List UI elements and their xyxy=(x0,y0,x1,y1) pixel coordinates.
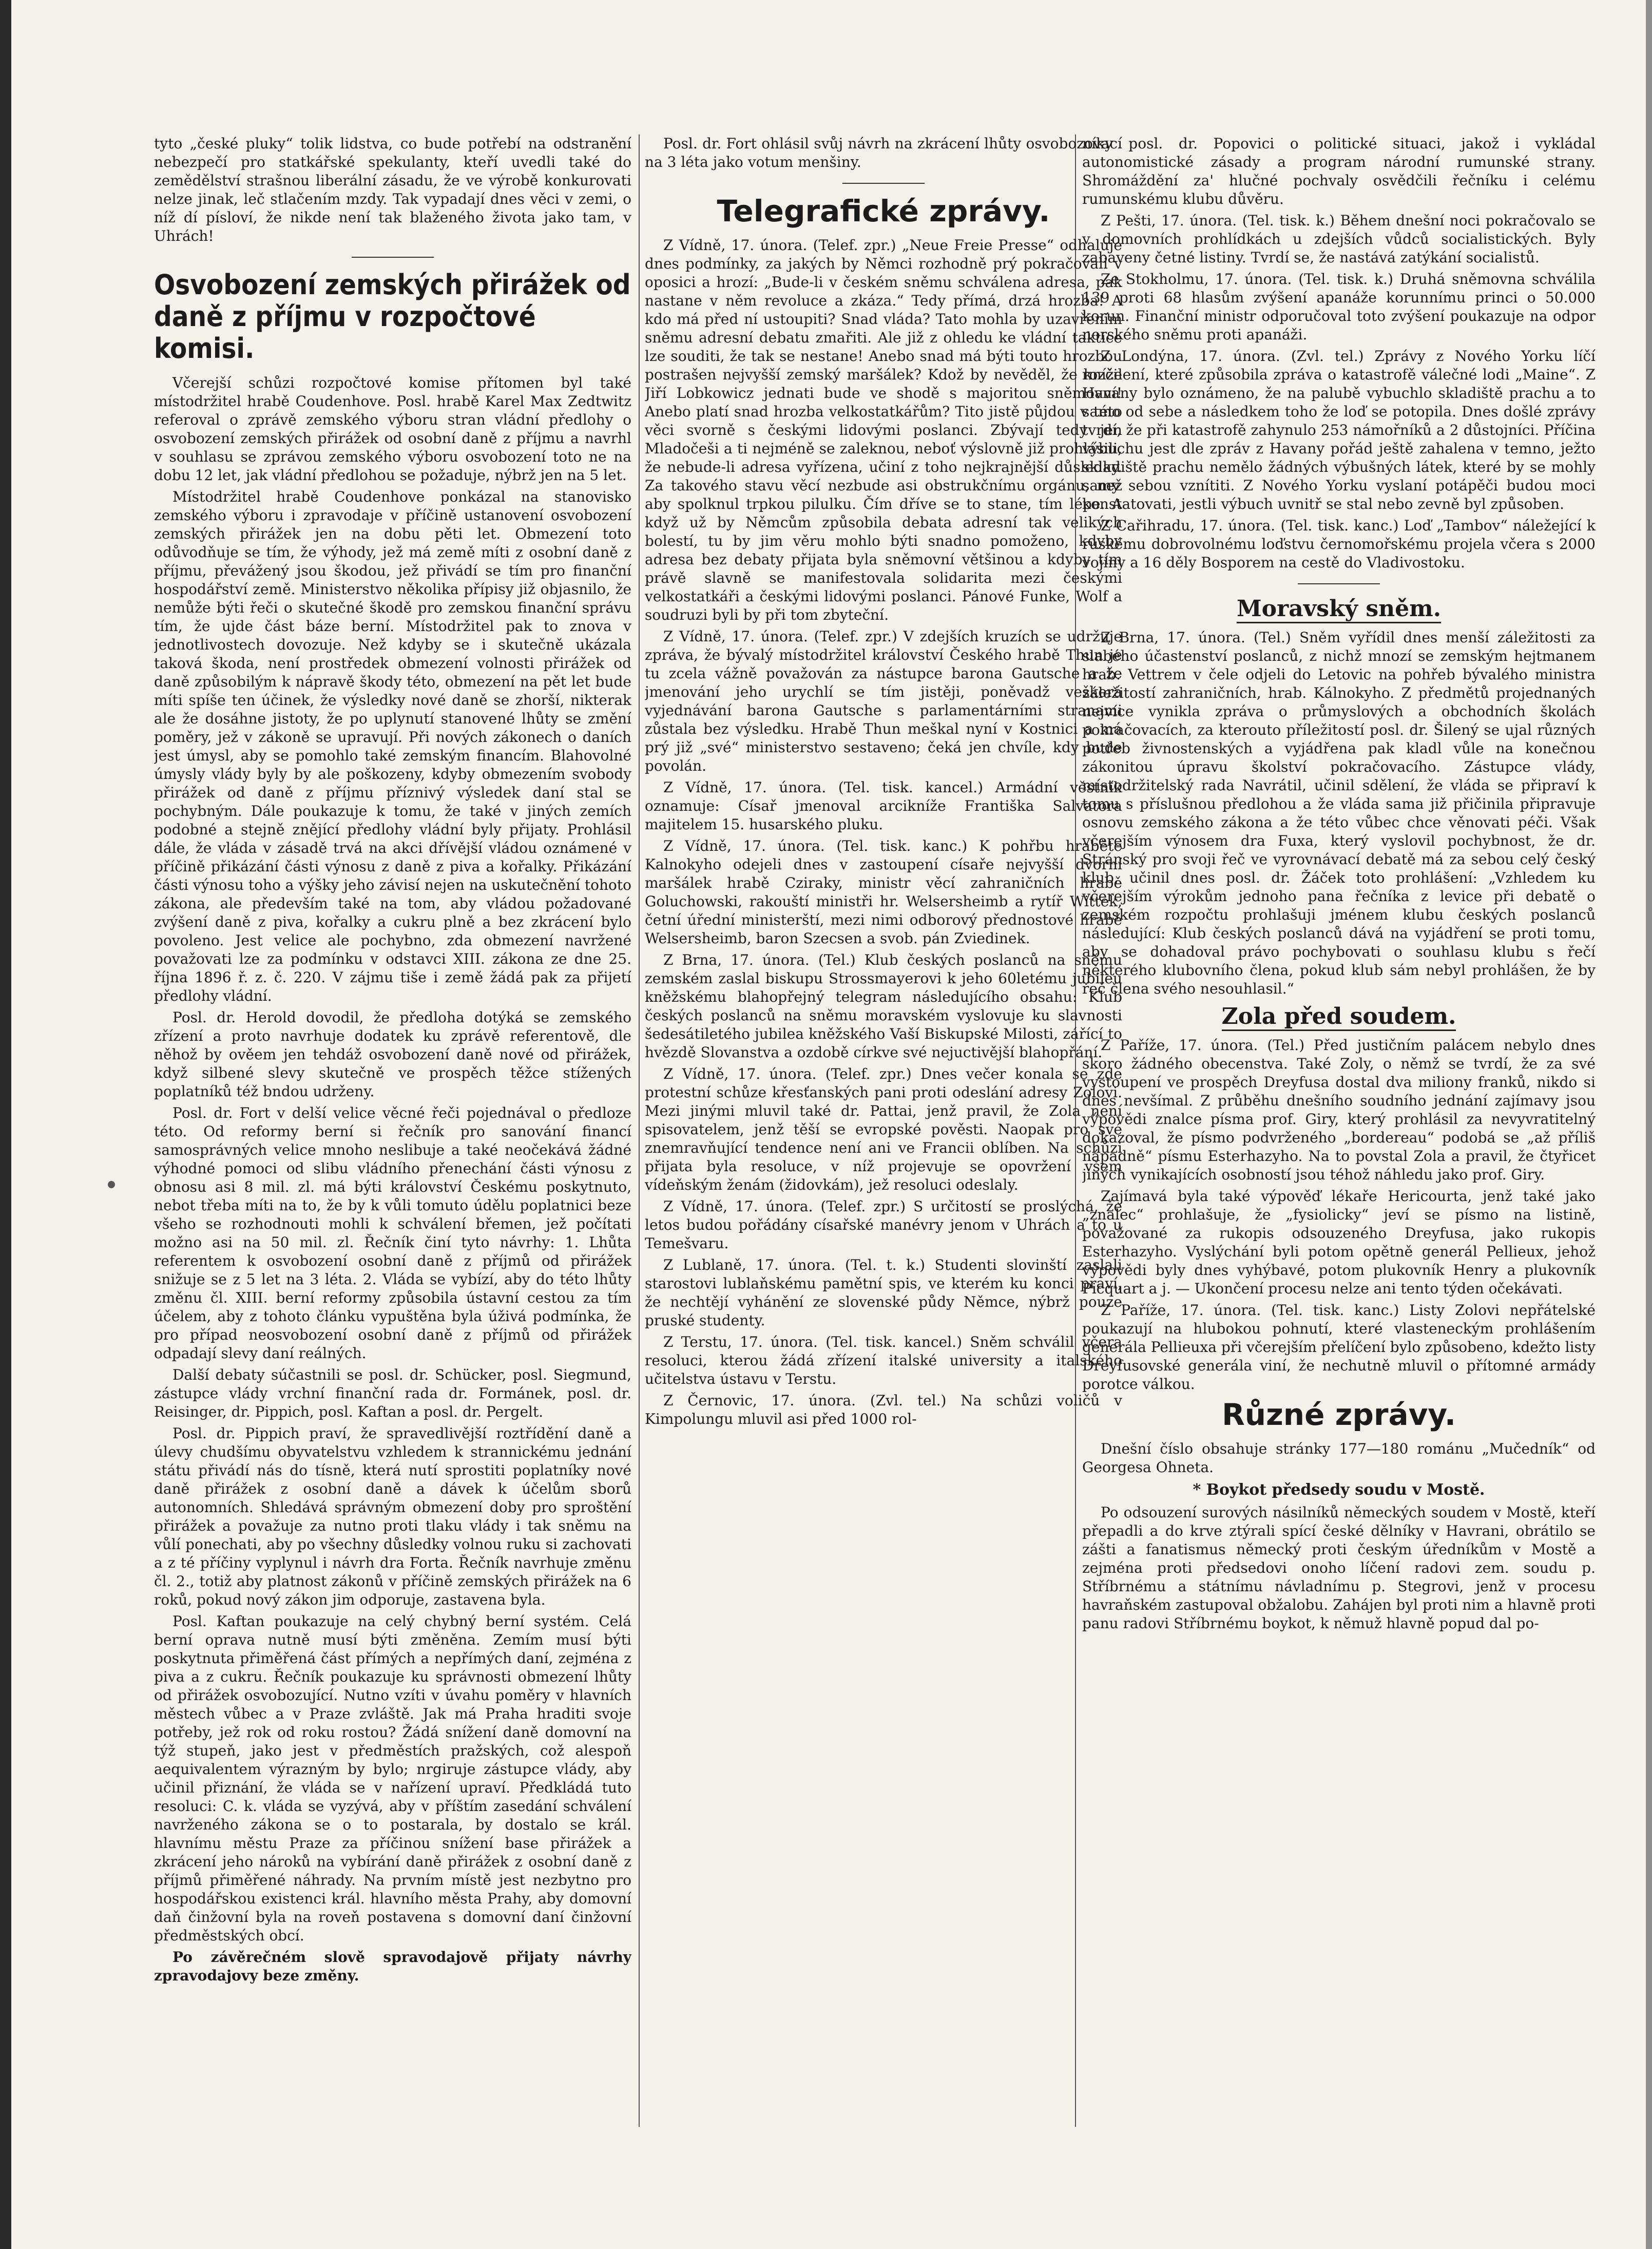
article-paragraph: Místodržitel hrabě Coudenhove ponkázal na stanovisko zemského výboru i zpravodaje v příčině ustanovení osvobození zemských přirážek jen na dobu pěti let. Obmezení toto odůvodňuje se tím, že výhody, jež má země míti z osobní daně z příjmu, převážený jsou škodou, jež přivádí se tím pro finanční hospodářství země. Ministerstvo několika přípisy již objasnilo, že nemůže býti řeči o skutečné škodě pro zemskou finanční správu tím, že ujde část báze berní. Místodržitel pak to znova v jednotlivostech dovozuje. Než kdyby se i skutečně ukázala taková škoda, není prostředek obmezení volnosti přirážek od daně způsobilým k nápravě škody této, obmezení na pět let bude míti spíše ten účinek, že výsledky nové daně se zhorší, nikterak ale že dosáhne jistoty, že po uplynutí stanovené lhůty se změní poměry, jež v zákoně se upravují. Při nových zákonech o daních jest úmysl, aby se pomohlo také zemským financím. Blahovolné úmysly vlády byly by ale poškozeny, kdyby obmezením svobody přirážek od daně z příjmu příznivý výsledek daní stal se pochybným. Dále poukazuje k tomu, že také v jiných zemích podobné a stejně znějící předlohy vládní byly přijaty. Prohlásil dále, že vláda v zásadě trvá na akci dřívější vládou oznámené v příčině přikázání části výnosu z daně z piva a kořalky. Přikázání části výnosu toho a výšky jeho závisí nejen na uskutečnění tohoto zákona, ale především také na tom, aby vládou požadované zvýšení daně z piva, kořalky a cukru plně a bez zkrácení bylo povoleno. Jest velice ale pochybno, zda obmezení navržené považovati lze za podmínku v odstavci XIII. zákona ze dne 25. října 1896 ř. z. č. 220. V zájmu tiše i země žádá pak za přijetí předlohy vládní. xyxy=(154,488,631,1004)
section-headline-moravsky xyxy=(1082,596,1596,622)
news-item: Ze Stokholmu, 17. února. (Tel. tisk. k.) Druhá sněmovna schválila 139 proti 68 hlasům zvýšení apanáže korunnímu princi o 50.000 korun. Finanční ministr odporučoval toto zvýšení poukazuje na odpor norského sněmu proti apanáži. xyxy=(1082,271,1596,343)
section-headline: Telegrafické zprávy. xyxy=(717,194,1050,228)
scan-mark xyxy=(108,1181,115,1188)
news-item: Z Vídně, 17. února. (Telef. zpr.) Dnes večer konala se zde protestní schůze křesťanských pani proti odeslání adresy Zolovi. Mezi jinými mluvil také dr. Pattai, jenž pravil, že Zola není spisovatelem, jenž těší se evropské pověsti. Naopak pro své znemravňující tendence není ani ve Francii oblíben. Na schůzi přijata byla resoluce, v níž projevuje se opovržení všem vídeňským ženám (židovkám), jež resoluci odeslaly. xyxy=(645,1065,1122,1193)
headline-text: Moravský sněm. xyxy=(1237,596,1441,623)
intro-paragraph: Posl. dr. Fort ohlásil svůj návrh na zkrácení lhůty osvobozovací na 3 léta jako votum menšiny. xyxy=(645,135,1122,170)
news-item: Z Vídně, 17. února. (Telef. zpr.) S určitostí se proslýchá, že letos budou pořádány císařské manévry jenom v Uhrách a to u Temešvaru. xyxy=(645,1198,1122,1252)
article-paragraph: Posl. dr. Herold dovodil, že předloha dotýká se zemského zřízení a proto navrhuje dodatek ku zprávě referentově, dle něhož by ověem jen tehdáž osvobození daně nové od přirážek, když silbené slevy skutečně ve prospěch těžce stížených poplatníků též bndou udrženy. xyxy=(154,1009,631,1100)
news-item: Z Lublaně, 17. února. (Tel. t. k.) Studenti slovinští zaslali starostovi lublaňskému pamětní spis, ve kterém ku konci praví, že nechtějí vyhánění ze slovenské půdy Němce, nýbrž pouze pruské studenty. xyxy=(645,1256,1122,1329)
scan-edge-right xyxy=(1646,0,1652,2249)
news-item: Z Vídně, 17. února. (Tel. tisk. kancel.) Armádní věstník oznamuje: Císař jmenoval arcikníže Františka Salvatora majitelem 15. husarského pluku. xyxy=(645,779,1122,833)
divider xyxy=(352,257,434,258)
headline-text: Zola před soudem. xyxy=(1222,1003,1456,1031)
article-paragraph: Posl. dr. Fort v delší velice věcné řeči pojednával o předloze této. Od reformy berní si řečník pro sanování financí samosprávných velice mnoho neslibuje a také neočekává žádné výhodné pomoci od slibu vládního přenechání části výnosu z obnosu asi 8 mil. zl. má býti království Českému poskytnuto, nebot třeba míti na to, že by k vůli tomuto údělu poplatnici beze všeho se rozhodnouti mohli k schválení břemen, jež počítati možno asi na 50 mil. zl. Řečník činí tyto návrhy: 1. Lhůta referentem k osvobození osobní daně z příjmů od přirážek snižuje se z 5 let na 3 léta. 2. Vláda se vybízí, aby do této lhůty změnu čl. XIII. berní reformy způsobila ústavní cestou za tím účelem, aby z tohoto článku vypuštěna byla úživá podmínka, že pro případ neosvobození osobní daně z příjmů od přirážek odpadají slevy daní reálných. xyxy=(154,1104,631,1362)
scan-edge-left xyxy=(0,0,11,2249)
news-item: Po odsouzení surových násilníků německých soudem v Mostě, kteří přepadli a do krve ztýrali spící české dělníky v Havrani, obrátilo se zášti a fanatismus německý proti českým úředníkům v Mostě a zejména proti předsedovi onoho líčení radovi zem. soudu p. Stříbrnému a státnímu návladnímu p. Stegrovi, jenž v procesu havraňském zastupoval obžalobu. Zahájen byl proti nim a hlavně proti panu radovi Stříbrnému boykot, k němuž hlavně popud dal po- xyxy=(1082,1504,1596,1632)
column-right xyxy=(1082,135,1596,2127)
news-item: Z Vídně, 17. února. (Telef. zpr.) V zdejších kruzích se udržuje zpráva, že bývalý místodržitel království Českého hrabě Thun je tu zcela vážně považován za nástupce barona Gautsche a že jmenování jeho urychlí se tím jistěji, poněvadž veškerá vyjednávání barona Gautsche s parlamentárními stranami zůstala bez výsledku. Hrabě Thun meškal nyní v Kostnici a má prý již „své“ ministerstvo sestaveno; čeká jen chvíle, kdy bude povolán. xyxy=(645,628,1122,774)
news-item: Z Brna, 17. února. (Tel.) Sněm vyřídil dnes menší záležitosti za slabého účastenství poslanců, z nichž mnozí se zemským hejtmanem hrab. Vettrem v čele odjeli do Letovic na pohřeb bývalého ministra záležitostí zahraničních, hrab. Kálnokyho. Z předmětů projednaných nejvíce vynikla zpráva o průmyslových a obchodních školách pokračovacích, za kterouto příležitostí posl. dr. Šilený se ujal různých potřeb živnostenských a vyjádřena pak kladl vůle na konečnou zákonitou úpravu školství pokračovacího. Zástupce vlády, místodržitelský rada Navrátil, učinil sdělení, že vláda se připraví k tomu s příslušnou předlohou a že vláda sama již přičinila připravuje osnovu zemského zákona a že této vůbec chce věnovati péči. Však včerejším výnosem dra Fuxa, který vyslovil pochybnost, že dr. Stránský pro svoji řeč ve vyrovnávací debatě má za sebou celý český klub, učinil dnes posl. dr. Žáček toto prohlášení: „Vzhledem ku včerejším výrokům jednoho pana řečníka z levice při debatě o zemském rozpočtu prohlašuji jménem klubu českých poslanců následující: Klub českých poslanců dává na vyjádření se proti tomu, aby se dohadoval právo pochybovati o souhlasu klubu s řečí některého klubovního člena, pokud klub sám nebyl prohlášen, že by řeč člena svého nesouhlasil.“ xyxy=(1082,629,1596,997)
news-item: Dnešní číslo obsahuje stránky 177—180 románu „Mučedník“ od Georgesa Ohneta. xyxy=(1082,1440,1596,1476)
section-headline-ruzne: Různé zprávy. xyxy=(1222,1397,1456,1432)
intro-paragraph: tyto „české pluky“ tolik lidstva, co bude potřebí na odstranění nebezpečí pro statkářské spekulanty, kteří uvedli také do zemědělství strašnou liberální zásadu, že ve výrobě konkurovati nelze jinak, leč stlačením mzdy. Tak vypadají dnes věci v zemi, o níž dí písloví, že nikde není tak blaženého života jako tam, v Uhrách! xyxy=(154,135,631,244)
article-paragraph: Další debaty súčastnili se posl. dr. Schücker, posl. Siegmund, zástupce vlády vrchní finanční rada dr. Formánek, posl. dr. Reisinger, dr. Pippich, posl. Kaftan a posl. dr. Pergelt. xyxy=(154,1366,631,1420)
column-left xyxy=(154,135,631,2127)
section-headline-zola xyxy=(1082,1003,1596,1030)
news-item: níky posl. dr. Popovici o politické situaci, jakož i vykládal autonomistické zásady a program národní rumunské strany. Shromáždění za' hlučné pochvaly osvědčili řečníku i celému rumunskému klubu důvěru. xyxy=(1082,135,1596,207)
news-item: Z Paříže, 17. února. (Tel. tisk. kanc.) Listy Zolovi nepřátelské poukazují na hlubokou pohnutí, které vlasteneckým prohlášením generála Pellieuxa při včerejším přelíčení bylo způsobeno, kdežto listy Dreyfusovské generála viní, že nechutně mluvil o přítomné armády porotce válkou. xyxy=(1082,1302,1596,1393)
news-item: Z Paříže, 17. února. (Tel.) Před justičním palácem nebylo dnes skoro žádného obecenstva. Také Zoly, o němž se tvrdí, že za své vystoupení ve prospěch Dreyfusa dostal dva miliony franků, nikdo si dnes nevšímal. Z průběhu dnešního soudního jednání zajímavy jsou výpovědi znalce písma prof. Giry, který prohlásil za nevyvratitelný dokazoval, že písmo podvrženého „bordereau“ podobá se „až příliš nápadně“ písmu Esterhazyho. Na to povstal Zola a pravil, že čtyřicet jiných vynikajících osobností jsou téhož náhledu jako prof. Giry. xyxy=(1082,1037,1596,1183)
subheadline: * Boykot předsedy soudu v Mostě. xyxy=(1193,1481,1485,1499)
divider xyxy=(1298,583,1380,584)
news-item: Z Vídně, 17. února. (Tel. tisk. kanc.) K pohřbu hraběte Kalnokyho odejeli dnes v zastoupení císaře nejvyšší dvorní maršálek hrabě Cziraky, ministr věcí zahraničních hrabě Goluchowski, rakouští ministři hr. Welsersheimb a rytíř Wittek, četní úřední ministerští, mezi nimi odborový přednostové hrabě Welsersheimb, baron Szecsen a svob. pán Zviedinek. xyxy=(645,837,1122,947)
news-item: Z Londýna, 17. února. (Zvl. tel.) Zprávy z Nového Yorku líčí rozčilení, které způsobila zpráva o katastrofě válečné lodi „Maine“. Z Havany bylo oznámeno, že na palubě vybuchlo skladiště prachu a to samo od sebe a následkem toho že loď se potopila. Dnes došlé zprávy tvrdí, že při katastrofě zahynulo 253 námořníků a 2 důstojníci. Příčina výbuchu jest dle zpráv z Havany pořád ještě zahalena v temno, ježto skladiště prachu nemělo žádných výbušných látek, které by se mohly samy sebou vznítiti. Z Nového Yorku vyslaní potápěči budou moci konstatovati, jestli výbuch uvnitř se stal nebo zevně byl způsoben. xyxy=(1082,348,1596,512)
news-item: Z Pešti, 17. února. (Tel. tisk. k.) Během dnešní noci pokračovalo se v domovních prohlídkách u zdejších vůdců socialistických. Byly zabaveny četné listiny. Tvrdí se, že nastává zatýkání socialistů. xyxy=(1082,212,1596,266)
article-paragraph: Posl. dr. Pippich praví, že spravedlivější roztřídění daně a úlevy chudšímu obyvatelstvu vzhledem k strannickému jednání státu přivádí nás do tísně, která nutí sprostiti poplatníky nové daně přirážek z osobní daně a dávek k účelům sborů autonomních. Shledává správným obmezení doby pro sproštění přirážek a považuje za nutno proti tlaku vlády i tak sněmu na vůlí ponechati, aby po všechny důsledky volnou ruku si zachovati a z té příčiny vyplynul i návrh dra Forta. Řečník navrhuje změnu čl. 2., totiž aby platnost zákonů v příčině zemských přirážek na 6 roků, pokud nový zákon jim odporuje, zastavena byla. xyxy=(154,1425,631,1608)
news-item: Z Terstu, 17. února. (Tel. tisk. kancel.) Sněm schválil včera resoluci, kterou žádá zřízení italské university a italského učitelstva ústavu v Terstu. xyxy=(645,1333,1122,1387)
news-item: Z Vídně, 17. února. (Telef. zpr.) „Neue Freie Presse“ odhaluje dnes podmínky, za jakých by Němci rozhodně prý pokračovali v oposici a hrozí: „Bude-li v českém sněmu schválena adresa, pak nastane v něm revoluce a zkáza.“ Tedy přímá, drzá hrozba! A kdo má před ní ustoupiti? Snad vláda? Tato mohla by uzavřením sněmu adresní debatu zmařiti. Ale již z ohledu ke vládní taktice lze souditi, že tak se nestane! Anebo snad má býti touto hrozbou postrašen nejvyšší zemský maršálek? Kdož by nevěděl, že kníže Jiří Lobkowicz jednati bude ve shodě s majoritou sněmovní! Anebo platí snad hrozba velkostatkářům? Tito jistě půjdou v této věci svorně s českými lidovými poslanci. Zbývají tedy jen Mladočeši a ti nejméně se zaleknou, neboť výslovně již prohlásili, že nebude-li adresa vyřízena, učiní z toho nejkrajnější důsledky. Za takového stavu věcí nezbude asi obstrukčnímu orgánu, než aby spolknul trpkou pilulku. Čím dříve se to stane, tím lépe. A když už by Němcům způsobila debata adresní tak velikých bolestí, tu by jim věru mohlo býti snadno pomoženo, kdyby adresa bez debaty přijata byla sněmovní většinou a kdyby tím právě slavně se manifestovala solidarita mezi českými velkostatkáři a českými lidovými poslanci. Pánové Funke, Wolf a soudruzi byli by při tom zbyteční. xyxy=(645,237,1122,623)
divider xyxy=(842,183,925,184)
news-item: Zajímavá byla také výpověď lékaře Hericourta, jenž také jako „znalec“ prohlašuje, že „fysiolicky“ jeví se písmo na listině, považované za rukopis odsouzeného Dreyfusa, jako rukopis Esterhazyho. Vyslýchání byli potom opětně generál Pellieux, jehož výpovědi byly dnes vyhýbavé, potom plukovník Henry a plukovník Picquart a j. — Ukončení procesu nelze ani tento týden očekávati. xyxy=(1082,1188,1596,1297)
news-item: Z Brna, 17. února. (Tel.) Klub českých poslanců na sněmu zemském zaslal biskupu Strossmayerovi k jeho 60letému jubileu kněžskému blahopřejný telegram následujícího obsahu: Klub českých poslanců na sněmu moravském vyslovuje ku slavnosti šedesátiletého jubilea kněžského Vaší Biskupské Milosti, zářící to hvězdě Slovanstva a ozdobě církve své nejuctivější blahopřání. xyxy=(645,951,1122,1061)
column-divider xyxy=(639,135,640,2127)
column-middle xyxy=(645,135,1122,2127)
news-item: Z Cařihradu, 17. února. (Tel. tisk. kanc.) Loď „Tambov“ náležející k ruskému dobrovolnému loďstvu černomořskému projela včera s 2000 vojíny a 16 děly Bosporem na cestě do Vladivostoku. xyxy=(1082,517,1596,571)
news-item: Z Černovic, 17. února. (Zvl. tel.) Na schůzi voličů v Kimpolungu mluvil asi před 1000 rol- xyxy=(645,1392,1122,1427)
article-headline: Osvobození zemských přirážek od daně z příjmu v rozpočtové komisi. xyxy=(154,269,631,365)
article-paragraph: Posl. Kaftan poukazuje na celý chybný berní systém. Celá berní oprava nutně musí býti změněna. Zemím musí býti poskytnuta přiměřená část přímých a nepřímých daní, zejména z piva a z cukru. Řečník poukazuje ku správnosti obmezení lhůty od přirážek osvobozující. Nutno vzíti v úvahu poměry v hlavních městech vůbec a v Praze zvláště. Jak má Praha hraditi svoje potřeby, jež rok od roku rostou? Žádá snížení daně domovní na týž stupeň, jako jest v předměstích pražských, což alespoň aequivalentem výrazným by bylo; nrgiruje zástupce vlády, aby učinil přiznání, že vláda se v nařízení upraví. Předkládá tuto resoluci: C. k. vláda se vyzývá, aby v příštím zasedání schválení navrženého zákona se o to postarala, by dostalo se král. hlavnímu městu Praze za příčinou snížení base přirážek a zkrácení jeho nároků na vybírání daně přirážek z osobní daně z příjmů přiměřené náhrady. Na prvním místě jest nezbytno pro hospodářskou existenci král. hlavního města Prahy, aby domovní daň činžovní byla na roveň postavena s domovní daní činžovní předměstských obcí. xyxy=(154,1613,631,1944)
article-paragraph: Včerejší schůzi rozpočtové komise přítomen byl také místodržitel hrabě Coudenhove. Posl. hrabě Karel Max Zedtwitz referoval o zprávě zemského výboru stran vládní předlohy o osvobození zemských přirážek od osobní daně z příjmu a navrhl v souhlasu se zprávou zemského výboru osvobození toto ne na dobu 12 let, jak vládní předlohou se požaduje, nýbrž jen na 5 let. xyxy=(154,374,631,484)
article-paragraph: Po závěrečném slově spravodajově přijaty návrhy zpravodajovy beze změny. xyxy=(154,1949,631,1984)
